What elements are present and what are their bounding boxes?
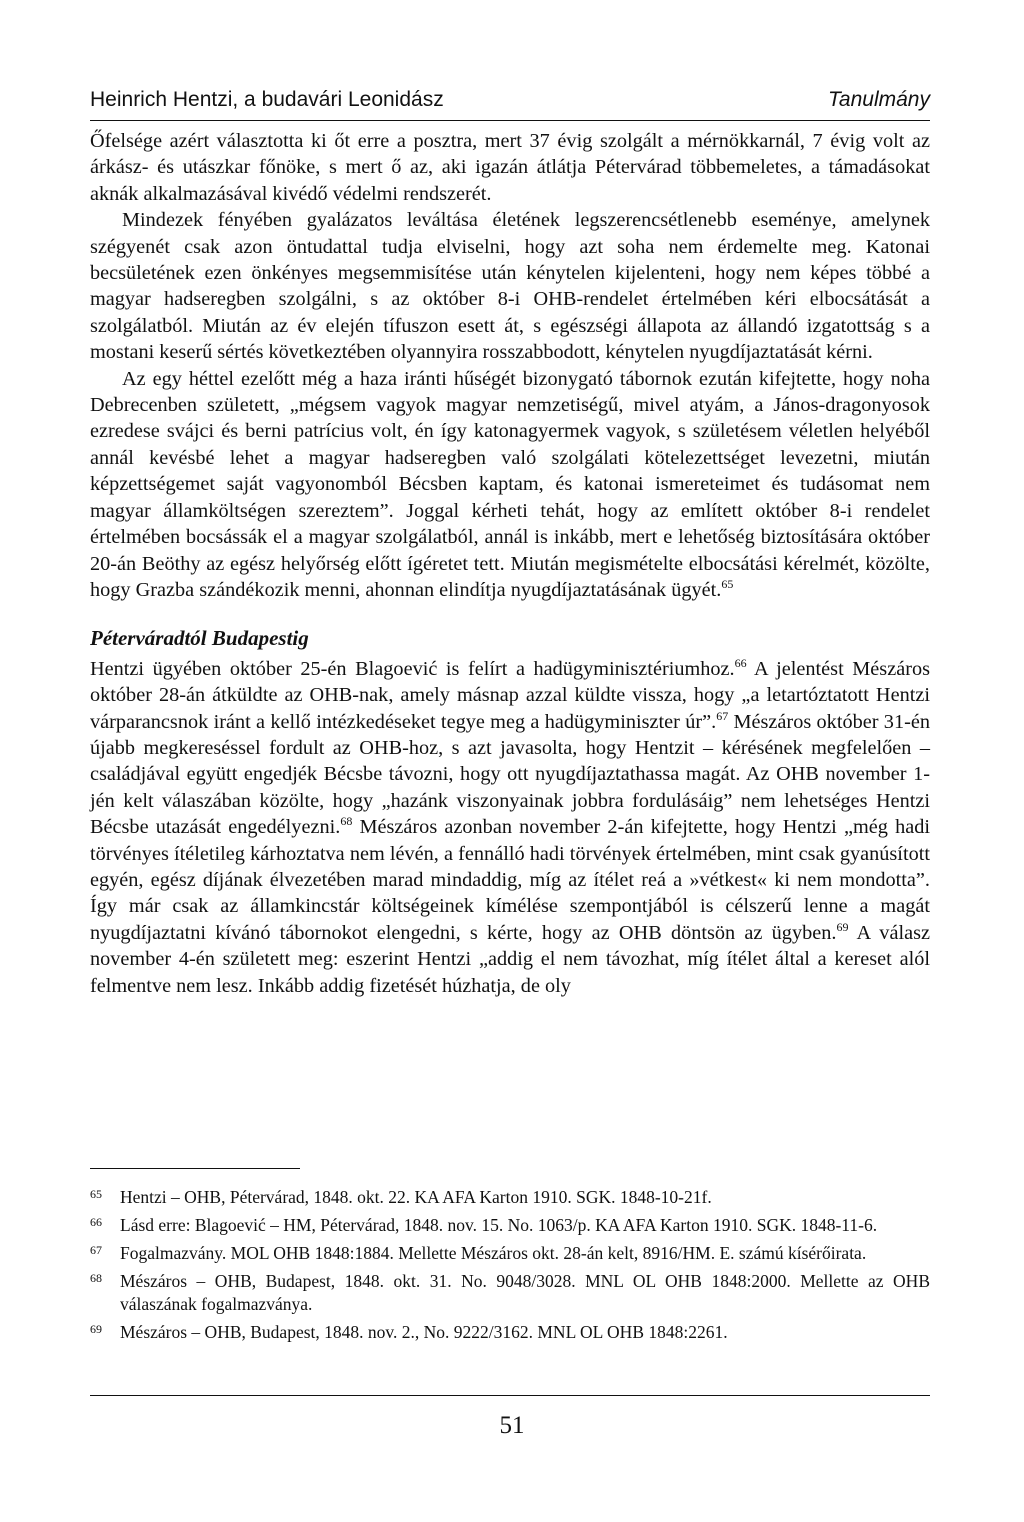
footnote-ref-67[interactable]: 67 <box>716 708 729 723</box>
footnote-66 <box>90 1214 930 1237</box>
section-heading: Péterváradtól Budapestig <box>90 626 309 651</box>
footnote-number: 68 <box>90 1271 102 1285</box>
footnote-text: Lásd erre: Blagoević – HM, Pétervárad, 1848. nov. 15. No. 1063/p. KA AFA Karton 1910. SGK. 1848-11-6. <box>120 1215 878 1235</box>
footnote-ref-65[interactable]: 65 <box>721 576 734 591</box>
paragraph-4-text-a: Hentzi ügyében október 25-én Blagoević is felírt a hadügyminisztériumhoz. <box>90 657 735 680</box>
footnote-65 <box>90 1186 930 1209</box>
paragraph-3 <box>90 366 930 604</box>
paragraph-4 <box>90 656 930 999</box>
footnote-ref-69[interactable]: 69 <box>836 919 849 934</box>
footnote-number: 69 <box>90 1322 102 1336</box>
footnote-ref-66[interactable]: 66 <box>734 655 747 670</box>
footnotes <box>90 1186 930 1349</box>
paragraph-4-text-c: Mészáros október 31-én újabb megkereséssel fordult az OHB-hoz, s azt javasolta, hogy Hentzit – kérésének megfelelően – családjával együtt engedjék Bécsbe távozni, hogy ott nyugdíjaztathassa magát. Az OHB november 1-jén kelt válaszában közölte, hogy „hazánk viszonyainak jobbra fordulásáig” nem lehetséges Hentzi Bécsbe utazását engedélyezni. <box>90 710 930 839</box>
paragraph-2: Mindezek fényében gyalázatos leváltása életének legszerencsétlenebb eseménye, amelynek szégyenét csak azon öntudattal tudja elviselni, hogy azt soha nem érdemelte meg. Katonai becsületének ezen önkényes megsemmisítése után kénytelen kijelenteni, hogy nem képes többé a magyar hadseregben szolgálni, s az október 8-i OHB-rendelet értelmében kéri elbocsátását a szolgálatból. Miután az év elején tífuszon esett át, s egészségi állapota az állandó izgatottság s a mostani keserű sértés következtében olyannyira rosszabbodott, kénytelen nyugdíjaztatását kérni. <box>90 209 930 364</box>
paragraph-4-text-e: A válasz november 4-én született meg: eszerint Hentzi „addig el nem távozhat, míg ítélet által a kereset alól felmentve nem lesz. Inkább addig fizetését húzhatja, de oly <box>90 921 930 997</box>
footnote-divider <box>90 1168 300 1169</box>
paragraph-1: Őfelsége azért választotta ki őt erre a posztra, mert 37 évig szolgált a mérnökkarnál, 7 évig volt az árkász- és utászkar főnöke, s mert ő az, aki igazán átlátja Pétervárad többemeletes, a támadásokat aknák alkalmazásával kivédő védelmi rendszerét. <box>90 130 930 205</box>
page-number: 51 <box>499 1412 525 1439</box>
footnote-67 <box>90 1242 930 1265</box>
footnote-number: 65 <box>90 1187 102 1201</box>
footnote-text: Mészáros – OHB, Budapest, 1848. okt. 31. No. 9048/3028. MNL OL OHB 1848:2000. Mellette az OHB válaszának fogalmazványa. <box>120 1271 930 1314</box>
header-section-label: Tanulmány <box>828 88 930 111</box>
footnote-text: Fogalmazvány. MOL OHB 1848:1884. Mellette Mészáros okt. 28-án kelt, 8916/HM. E. számú kísérőirata. <box>120 1243 867 1263</box>
footnote-69 <box>90 1321 930 1344</box>
footnote-text: Hentzi – OHB, Pétervárad, 1848. okt. 22. KA AFA Karton 1910. SGK. 1848-10-21f. <box>120 1187 712 1207</box>
footnote-text: Mészáros – OHB, Budapest, 1848. nov. 2., No. 9222/3162. MNL OL OHB 1848:2261. <box>120 1322 728 1342</box>
footnote-ref-68[interactable]: 68 <box>340 814 353 829</box>
paragraph-4-text-b: A jelentést Mészáros október 28-án átküldte az OHB-nak, amely másnap azzal küldte vissza, hogy „a letartóztatott Hentzi várparancsnok iránt a kellő intézkedéseket tegye meg a hadügyminiszter úr”. <box>90 657 930 733</box>
footnote-number: 66 <box>90 1215 102 1229</box>
footnote-number: 67 <box>90 1243 102 1257</box>
running-header <box>90 88 930 121</box>
paragraph-4-text-d: Mészáros azonban november 2-án kifejtette, hogy Hentzi „még hadi törvényes ítéletileg kárhoztatva nem lévén, a fennálló hadi törvények értelmében, mint csak gyanúsított egyén, egész díjának élvezetében marad mindaddig, míg az ítélet reá a »vétkest« ki nem mondotta”. Így már csak az államkincstár költségeinek kímélése szempontjából is célszerű lenne a magát nyugdíjaztatni kívánó tábornokot elengedni, s kérte, hogy az OHB döntsön az ügyben. <box>90 816 931 944</box>
paragraph-3-text: Az egy héttel ezelőtt még a haza iránti hűségét bizonygató tábornok ezután kifejtette, hogy noha Debrecenben született, „mégsem vagyok magyar nemzetiségű, mivel atyám, a János-dragonyosok ezredese svájci és berni patrícius volt, én így katonagyermek vagyok, s születésem véletlen helyéből annál kevésbé lehet a magyar hadseregben való szolgálati kötelezettséget levezetni, miután képzettségemet saját vagyonomból Bécsben kaptam, és katonai ismereteimet és tudásomat nem magyar államköltségen szereztem”. Joggal kérheti tehát, hogy az említett október 8-i rendelet értelmében bocsássák el a magyar szolgálatból, annál is inkább, mert e lehetőség biztosítására október 20-án Beöthy az egész helyőrség előtt ígéretet tett. Miután megismételte elbocsátási kérelmét, közölte, hogy Grazba szándékozik menni, ahonnan elindítja nyugdíjaztatásának ügyét. <box>90 367 930 601</box>
header-article-title: Heinrich Hentzi, a budavári Leonidász <box>90 88 444 111</box>
footer-divider <box>90 1395 930 1396</box>
body-text <box>90 128 930 999</box>
footnote-68 <box>90 1270 930 1316</box>
